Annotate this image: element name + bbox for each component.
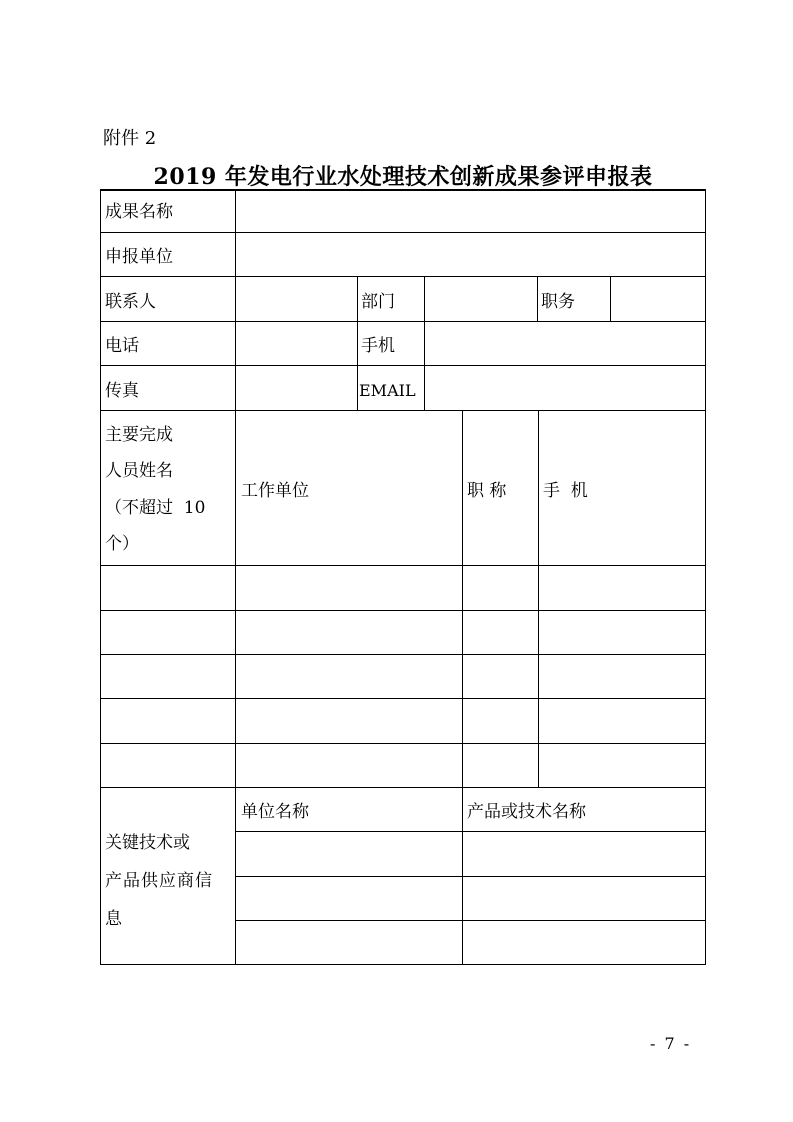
supplier-product-cell[interactable] — [463, 921, 706, 965]
mobile-field[interactable] — [425, 322, 706, 365]
supplier-unit-name-header: 单位名称 — [241, 802, 309, 822]
supplier-product-name-header: 产品或技术名称 — [467, 802, 586, 822]
member-title-cell[interactable] — [463, 566, 538, 610]
members-label-line2: 人员姓名 — [105, 461, 173, 481]
supplier-label-line3: 息 — [105, 909, 122, 929]
fax-field[interactable] — [236, 366, 357, 410]
email-field[interactable] — [425, 366, 706, 410]
fax-label: 传真 — [105, 381, 139, 401]
members-label-line3: （不超过 10 — [105, 498, 206, 518]
member-unit-cell[interactable] — [236, 611, 462, 654]
member-unit-cell[interactable] — [236, 699, 462, 743]
member-mobile-cell[interactable] — [539, 655, 706, 698]
email-label: EMAIL — [359, 381, 416, 400]
member-mobile-cell[interactable] — [539, 744, 706, 787]
page-number: - 7 - — [650, 1034, 692, 1053]
supplier-product-cell[interactable] — [463, 877, 706, 920]
title-header: 职 称 — [467, 481, 507, 501]
supplier-unit-cell[interactable] — [236, 921, 462, 965]
applicant-unit-field[interactable] — [236, 233, 706, 276]
members-label-line4: 个） — [105, 534, 139, 554]
mobile-label: 手机 — [361, 336, 395, 356]
member-title-cell[interactable] — [463, 744, 538, 787]
form-title: 2019 年发电行业水处理技术创新成果参评申报表 — [153, 164, 653, 190]
member-mobile-cell[interactable] — [539, 611, 706, 654]
position-field[interactable] — [611, 277, 706, 321]
supplier-label-line1: 关键技术或 — [105, 833, 190, 853]
supplier-unit-cell[interactable] — [236, 832, 462, 876]
position-label: 职务 — [541, 292, 575, 312]
member-unit-cell[interactable] — [236, 655, 462, 698]
member-title-cell[interactable] — [463, 699, 538, 743]
member-mobile-cell[interactable] — [539, 699, 706, 743]
member-title-cell[interactable] — [463, 655, 538, 698]
work-unit-header: 工作单位 — [241, 481, 309, 501]
contact-field[interactable] — [236, 277, 357, 321]
row-divider — [100, 410, 706, 411]
phone-label: 电话 — [105, 336, 139, 356]
applicant-unit-label: 申报单位 — [105, 247, 173, 267]
member-name-cell[interactable] — [100, 566, 235, 610]
attachment-label: 附件 2 — [103, 128, 157, 149]
member-mobile-cell[interactable] — [539, 566, 706, 610]
member-name-cell[interactable] — [100, 611, 235, 654]
member-title-cell[interactable] — [463, 611, 538, 654]
members-label-line1: 主要完成 — [105, 425, 173, 445]
supplier-label-line2: 产品供应商信 — [105, 871, 213, 891]
row-divider — [100, 787, 706, 788]
achievement-name-label: 成果名称 — [105, 202, 173, 222]
member-name-cell[interactable] — [100, 744, 235, 787]
department-field[interactable] — [425, 277, 537, 321]
member-unit-cell[interactable] — [236, 744, 462, 787]
department-label: 部门 — [361, 292, 395, 312]
application-form-table — [100, 189, 706, 965]
member-name-cell[interactable] — [100, 655, 235, 698]
supplier-product-cell[interactable] — [463, 832, 706, 876]
phone-field[interactable] — [236, 322, 357, 365]
member-unit-cell[interactable] — [236, 566, 462, 610]
supplier-unit-cell[interactable] — [236, 877, 462, 920]
member-mobile-header: 手 机 — [543, 481, 588, 501]
contact-label: 联系人 — [105, 292, 156, 312]
member-name-cell[interactable] — [100, 699, 235, 743]
achievement-name-field[interactable] — [236, 189, 706, 232]
